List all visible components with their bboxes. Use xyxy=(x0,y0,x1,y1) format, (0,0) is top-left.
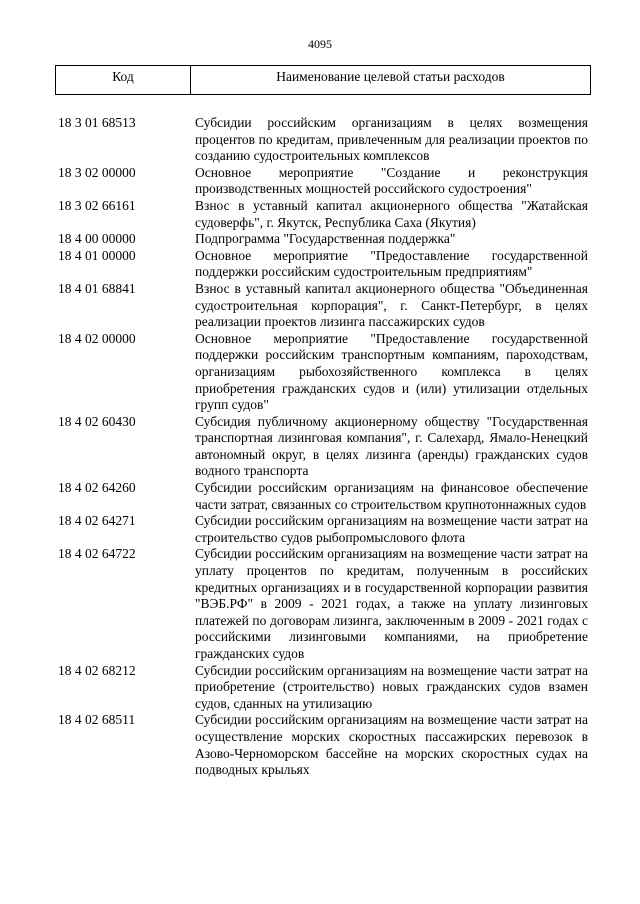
row-code: 18 4 02 68212 xyxy=(58,662,136,678)
row-code: 18 4 01 00000 xyxy=(58,247,136,263)
table-row xyxy=(0,712,640,778)
table-row xyxy=(0,115,640,165)
row-code: 18 3 01 68513 xyxy=(58,115,136,130)
table-row xyxy=(0,480,640,513)
row-code: 18 3 02 00000 xyxy=(58,164,136,180)
table-row xyxy=(0,281,640,331)
row-code: 18 4 02 64260 xyxy=(58,480,136,496)
row-code: 18 4 01 68841 xyxy=(58,280,136,296)
table-row xyxy=(0,513,640,546)
table-row xyxy=(0,248,640,281)
row-name: Субсидии российским организациям на возмещение части затрат на осуществление морских скоростных пассажирских перевозок в Азово-Черноморском бассейне на морских скоростных судах на подводных крыльях xyxy=(195,712,588,778)
row-code: 18 4 02 64271 xyxy=(58,513,136,529)
row-name: Основное мероприятие "Предоставление государственной поддержки российским транспортным компаниям, пароходствам, организациям рыбохозяйственного комплекса в целях приобретения гражданских судов и (или) утилизации отдельных групп судов" xyxy=(195,330,588,413)
table-row xyxy=(0,546,640,662)
row-name: Субсидии российским организациям на возмещение части затрат на уплату процентов по кредитам, полученным в российских кредитных организациях и в государственной корпорации развития "ВЭБ.РФ" в 2009 - 2021 годах, а также на уплату лизинговых платежей по договорам лизинга, заключенным в 2009 - 2021 годах с российскими лизинговыми компаниями, на приобретение гражданских судов xyxy=(195,546,588,661)
table-body xyxy=(0,115,640,779)
row-code: 18 4 02 64722 xyxy=(58,546,136,562)
row-code: 18 4 02 60430 xyxy=(58,413,136,429)
row-name: Основное мероприятие "Создание и реконструкция производственных мощностей российского судостроения" xyxy=(195,164,588,197)
row-name: Субсидии российским организациям на финансовое обеспечение части затрат, связанных со строительством крупнотоннажных судов xyxy=(195,480,588,512)
row-code: 18 4 02 00000 xyxy=(58,330,136,346)
page-number: 4095 xyxy=(308,37,332,51)
table-row xyxy=(0,231,640,248)
table-header xyxy=(55,65,591,95)
table-row xyxy=(0,165,640,198)
table-row xyxy=(0,663,640,713)
row-name: Взнос в уставный капитал акционерного общества "Жатайская судоверфь", г. Якутск, Республика Саха (Якутия) xyxy=(195,197,588,230)
header-code-cell: Код xyxy=(56,66,191,94)
row-name: Основное мероприятие "Предоставление государственной поддержки российским судостроительным предприятиям" xyxy=(195,247,588,280)
row-name: Субсидии российским организациям в целях возмещения процентов по кредитам, привлеченным для реализации проектов по созданию судостроительных комплексов xyxy=(195,115,588,164)
row-code: 18 4 00 00000 xyxy=(58,231,136,247)
row-name: Субсидии российским организациям на возмещение части затрат на строительство судов рыбопромыслового флота xyxy=(195,513,588,545)
row-code: 18 4 02 68511 xyxy=(58,712,136,728)
row-code: 18 3 02 66161 xyxy=(58,197,136,213)
row-name: Подпрограмма "Государственная поддержка" xyxy=(195,231,456,247)
table-row xyxy=(0,198,640,231)
row-name: Субсидия публичному акционерному обществу "Государственная транспортная лизинговая компания", г. Салехард, Ямало-Ненецкий автономный округ, в целях лизинга (аренды) гражданских судов водного транспорта xyxy=(195,413,588,479)
row-name: Субсидии российским организациям на возмещение части затрат на приобретение (строительство) новых гражданских судов взамен судов, сданных на утилизацию xyxy=(195,662,588,711)
table-row xyxy=(0,331,640,414)
row-name: Взнос в уставный капитал акционерного общества "Объединенная судостроительная корпорация", г. Санкт-Петербург, в целях реализации проектов лизинга пассажирских судов xyxy=(195,280,588,330)
header-name-cell: Наименование целевой статьи расходов xyxy=(276,69,505,84)
table-row xyxy=(0,414,640,480)
